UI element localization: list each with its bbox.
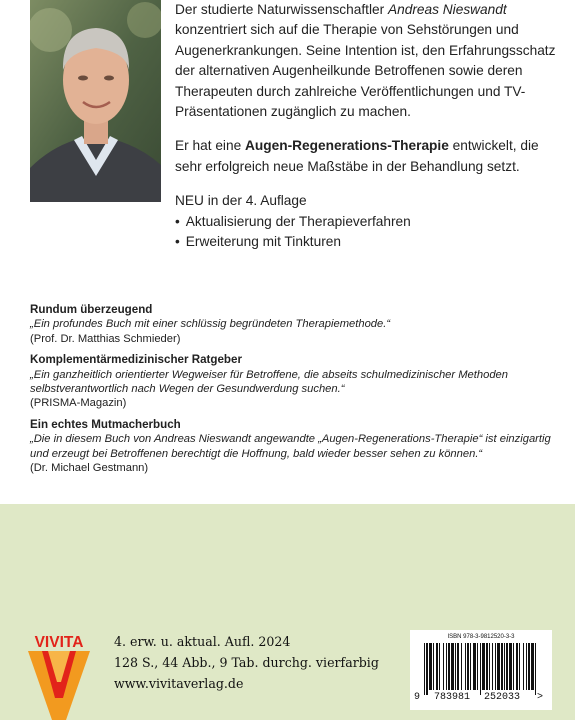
- review-quote: „Die in diesem Buch von Andreas Nieswandt angewandte „Augen-Regenerations-Therapie“ ist einzigartig und erzeugt bei Betroffenen berechtigt die Hoffnung, bald wieder besser sehen zu können.“: [30, 433, 551, 460]
- isbn-label: ISBN 978-3-9812520-3-3: [447, 634, 515, 640]
- isbn-arrow: >: [537, 692, 544, 703]
- bio-paragraph-1: [175, 0, 560, 122]
- list-item: • Erweiterung mit Tinkturen: [175, 232, 560, 252]
- isbn-digit-group-2: 252033: [484, 692, 521, 703]
- isbn-barcode: [410, 630, 552, 710]
- review-title: Rundum überzeugend: [30, 303, 153, 316]
- isbn-lead-digit: 9: [414, 692, 421, 703]
- vivita-logo-icon: [26, 632, 92, 720]
- logo-text: VIVITA: [34, 634, 84, 651]
- website-line: www.vivitaverlag.de: [114, 676, 244, 691]
- list-item: • Aktualisierung der Therapieverfahren: [175, 212, 560, 232]
- new-edition-list: [175, 212, 560, 253]
- new-edition-heading: NEU in der 4. Auflage: [175, 193, 307, 209]
- author-photo: [30, 0, 161, 202]
- bio-text: entwickelt, die sehr erfolgreich neue Maßstäbe in der Behandlung setzt.: [175, 138, 539, 174]
- edition-line: 4. erw. u. aktual. Aufl. 2024: [114, 634, 291, 649]
- barcode-bars-icon: [410, 630, 552, 710]
- review-source: (Prof. Dr. Matthias Schmieder): [30, 332, 181, 345]
- publication-info: [114, 631, 379, 694]
- bio-text: konzentriert sich auf die Therapie von Sehstörungen und Augenerkrankungen. Seine Intention ist, den Erfahrungsschatz der alternativen Augenheilkunde Betroffenen sowie deren Therapeuten durch zahlreiche Veröffentlichungen und TV-Präsentationen zugänglich zu machen.: [175, 22, 556, 120]
- review-quote: „Ein profundes Buch mit einer schlüssig begründeten Therapiemethode.“: [30, 318, 391, 331]
- bio-paragraph-2: [175, 136, 560, 177]
- bio-text: Er hat eine: [175, 138, 246, 154]
- publisher-footer: [0, 504, 575, 720]
- specs-line: 128 S., 44 Abb., 9 Tab. durchg. vierfarbig: [114, 655, 379, 670]
- author-bio: [175, 0, 560, 252]
- author-portrait-image: [30, 0, 161, 202]
- isbn-digit-group-1: 783981: [434, 692, 471, 703]
- review-title: Komplementärmedizinischer Ratgeber: [30, 353, 242, 367]
- therapy-name: Augen-Regenerations-Therapie: [245, 138, 449, 154]
- review-title: Ein echtes Mutmacherbuch: [30, 417, 181, 431]
- review-source: (Dr. Michael Gestmann): [30, 462, 149, 475]
- reviews-section: [30, 303, 560, 475]
- review-quote: „Ein ganzheitlich orientierter Wegweiser für Betroffene, die abseits schulmedizinischer Methoden selbstverantwortlich nach Wegen der Gesundwerdung suchen.“: [30, 368, 508, 396]
- vivita-logo: [26, 632, 92, 720]
- bio-text: Der studierte Naturwissenschaftler: [175, 2, 388, 17]
- author-name: Andreas Nieswandt: [388, 2, 507, 17]
- review-source: (PRISMA-Magazin): [30, 397, 127, 410]
